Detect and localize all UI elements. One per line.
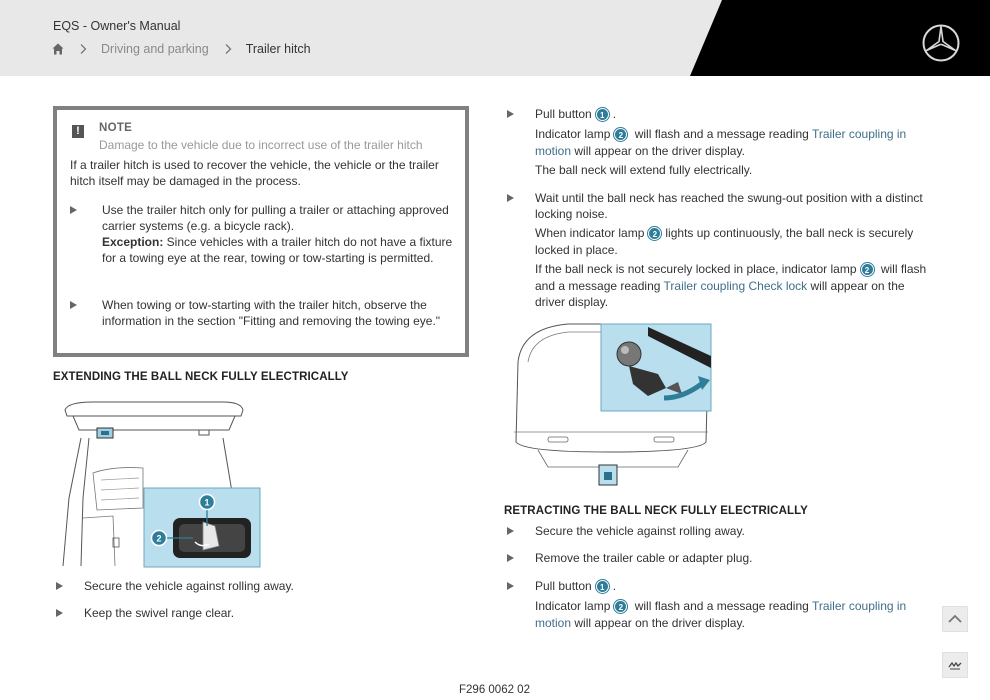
breadcrumb-current: Trailer hitch bbox=[245, 42, 311, 56]
chevron-up-icon bbox=[943, 607, 967, 631]
note-box bbox=[53, 106, 469, 357]
chevron-right-icon bbox=[223, 43, 233, 55]
text: will appear on the driver display. bbox=[574, 615, 745, 630]
list-item bbox=[504, 550, 924, 566]
step-text bbox=[535, 106, 924, 122]
exception-text: Since vehicles with a trailer hitch do not have a fixture for a towing eye at the rear, towing or tow-starting is permitted. bbox=[102, 235, 453, 265]
page-header bbox=[0, 0, 990, 76]
warning-icon: ! bbox=[72, 125, 84, 138]
list-item bbox=[504, 523, 924, 539]
section-heading-extend: EXTENDING THE BALL NECK FULLY ELECTRICALLY bbox=[53, 371, 349, 383]
step-text: Secure the vehicle against rolling away. bbox=[535, 524, 745, 538]
text: will appear on the driver display. bbox=[574, 143, 745, 158]
text: lights up continuously, the ball neck is securely locked in place. bbox=[535, 226, 914, 257]
bullet-arrow-icon bbox=[507, 582, 514, 590]
bullet-arrow-icon bbox=[507, 554, 514, 562]
text: Indicator lamp bbox=[535, 127, 611, 141]
step-text: Wait until the ball neck has reached the swung-out position with a distinct locking noise. bbox=[535, 191, 923, 221]
manual-title: EQS - Owner's Manual bbox=[53, 19, 181, 33]
list-item bbox=[53, 578, 453, 594]
period: . bbox=[612, 579, 617, 593]
bullet-arrow-icon bbox=[56, 609, 63, 617]
figure-caption: F296 0062 02 bbox=[459, 684, 530, 696]
text: will appear on the driver display. bbox=[535, 278, 905, 309]
list-item bbox=[504, 578, 924, 594]
period: . bbox=[612, 107, 617, 121]
badge-2: 2 bbox=[861, 263, 874, 276]
note-subtitle: Damage to the vehicle due to incorrect use of the trailer hitch bbox=[99, 138, 423, 152]
step-text bbox=[535, 578, 924, 594]
scroll-top-button[interactable] bbox=[942, 606, 968, 632]
accessibility-button[interactable] bbox=[942, 652, 968, 678]
accessibility-icon bbox=[943, 653, 967, 677]
message-link[interactable]: Trailer coupling in motion bbox=[535, 599, 907, 630]
message-link[interactable]: Trailer coupling in motion bbox=[535, 127, 907, 158]
text: When indicator lamp bbox=[535, 226, 645, 240]
paragraph bbox=[535, 126, 920, 159]
step-text: Keep the swivel range clear. bbox=[84, 606, 235, 620]
step-text: Remove the trailer cable or adapter plug. bbox=[535, 551, 753, 565]
pull-button-text: Pull button bbox=[535, 579, 592, 593]
paragraph bbox=[535, 261, 927, 311]
list-item bbox=[504, 190, 924, 222]
figure-tailgate bbox=[53, 398, 263, 570]
bullet-arrow-icon bbox=[70, 301, 77, 309]
badge-2: 2 bbox=[614, 128, 627, 141]
breadcrumb-link-driving[interactable]: Driving and parking bbox=[101, 42, 209, 56]
breadcrumb bbox=[52, 42, 311, 56]
home-icon[interactable] bbox=[52, 43, 64, 55]
note-exception bbox=[102, 234, 460, 266]
bullet-arrow-icon bbox=[507, 194, 514, 202]
mercedes-star-logo bbox=[921, 23, 961, 63]
paragraph bbox=[535, 598, 920, 631]
list-item bbox=[504, 106, 924, 122]
paragraph: The ball neck will extend fully electrically. bbox=[535, 163, 753, 177]
text: will flash and a message reading bbox=[535, 262, 927, 293]
note-text: If a trailer hitch is used to recover the vehicle, the vehicle or the trailer hitch itself may be damaged in the process. bbox=[70, 158, 439, 188]
figure-label-1: 1 bbox=[204, 497, 210, 508]
figure-label-2: 2 bbox=[156, 533, 162, 544]
badge-2: 2 bbox=[614, 600, 627, 613]
bullet-arrow-icon bbox=[70, 206, 77, 214]
figure-rear-hitch bbox=[508, 322, 714, 490]
note-bullet bbox=[70, 202, 460, 266]
badge-1: 1 bbox=[596, 108, 609, 121]
bullet-arrow-icon bbox=[507, 110, 514, 118]
text: Indicator lamp bbox=[535, 599, 611, 613]
chevron-right-icon bbox=[78, 43, 88, 55]
bullet-arrow-icon bbox=[507, 527, 514, 535]
note-bullet-text: Use the trailer hitch only for pulling a trailer or attaching approved carrier systems (e.g. a bicycle rack). bbox=[102, 203, 449, 233]
list-item bbox=[53, 605, 453, 621]
section-heading-retract: RETRACTING THE BALL NECK FULLY ELECTRICALLY bbox=[504, 505, 808, 517]
text: If the ball neck is not securely locked in place, indicator lamp bbox=[535, 262, 857, 276]
step-text: Secure the vehicle against rolling away. bbox=[84, 579, 294, 593]
note-bullet-text: When towing or tow-starting with the trailer hitch, observe the information in the section "Fitting and removing the towing eye." bbox=[102, 298, 441, 328]
pull-button-text: Pull button bbox=[535, 107, 592, 121]
badge-2: 2 bbox=[648, 227, 661, 240]
paragraph bbox=[535, 225, 925, 258]
exception-label: Exception: bbox=[102, 235, 164, 249]
text: will flash and a message reading bbox=[634, 127, 809, 141]
text: will flash and a message reading bbox=[634, 599, 809, 613]
note-label: NOTE bbox=[99, 122, 133, 134]
badge-1: 1 bbox=[596, 580, 609, 593]
bullet-arrow-icon bbox=[56, 582, 63, 590]
note-bullet bbox=[70, 297, 460, 329]
message-link[interactable]: Trailer coupling Check lock bbox=[663, 278, 808, 293]
